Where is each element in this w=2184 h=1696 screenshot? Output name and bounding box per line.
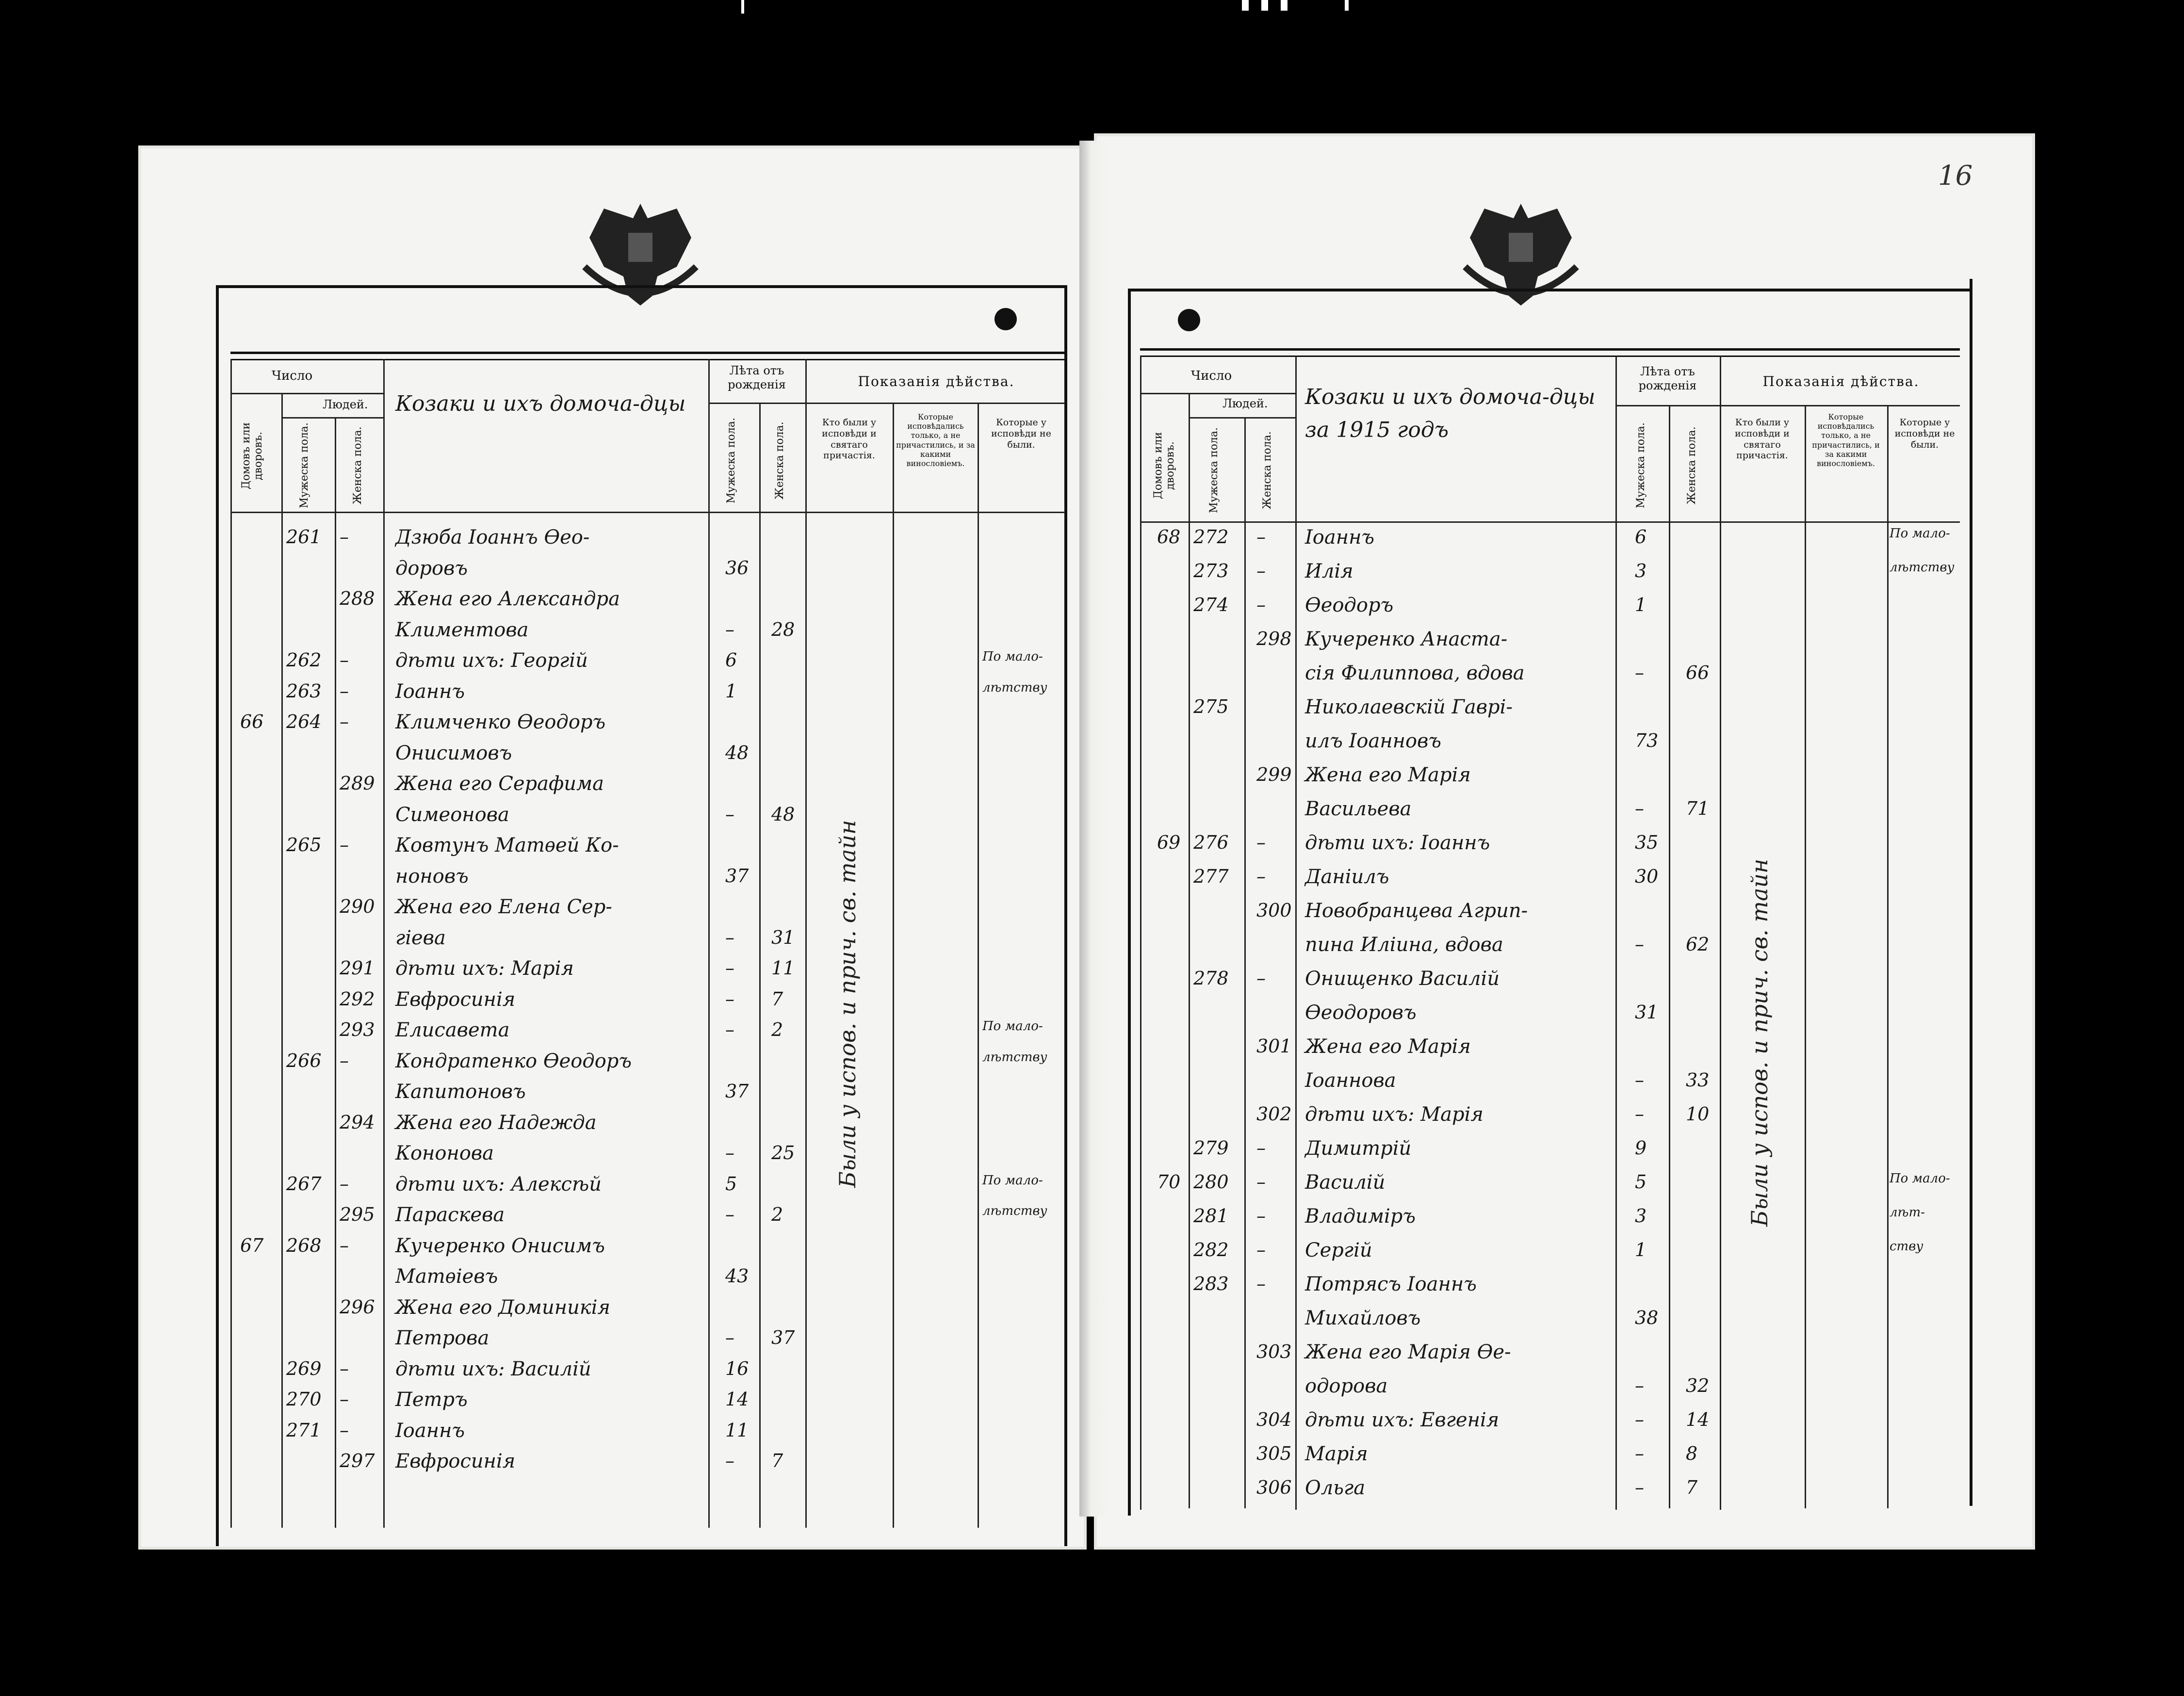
female-number: – xyxy=(1256,594,1266,615)
header-age: Лѣта отъ рожденія xyxy=(1638,365,1697,392)
female-number: – xyxy=(1256,1205,1266,1227)
age-female: 14 xyxy=(1686,1409,1710,1430)
confession-note: Были у испов. и прич. св. тайн xyxy=(834,820,861,1188)
person-name: Матѳіевъ xyxy=(395,1265,498,1288)
age-male: – xyxy=(725,1327,734,1348)
header-testimony-3: Которые у исповѣди не были. xyxy=(1894,417,1955,450)
header-chislo: Число xyxy=(272,369,313,383)
column-rule xyxy=(230,359,232,1528)
age-male: – xyxy=(725,957,734,979)
film-edge-mark xyxy=(1242,0,1249,11)
person-name: Николаевскій Гаврі- xyxy=(1305,696,1513,718)
female-number: – xyxy=(1256,1137,1266,1159)
person-name: Марія xyxy=(1305,1443,1368,1465)
right-border xyxy=(1064,285,1067,1546)
header-rule xyxy=(1615,405,1720,406)
person-name: Василій xyxy=(1305,1171,1385,1194)
person-name: Іоаннъ xyxy=(395,680,465,703)
female-number: – xyxy=(1256,968,1266,989)
person-name: Параскева xyxy=(395,1204,505,1226)
female-number: – xyxy=(340,649,349,671)
header-testimony-1: Кто были у исповѣди и святаго причастія. xyxy=(822,417,877,461)
person-name: Климентова xyxy=(395,618,529,641)
person-name: Михайловъ xyxy=(1305,1307,1421,1329)
female-number: 304 xyxy=(1256,1409,1292,1430)
column-rule xyxy=(1244,417,1246,1508)
female-number: 289 xyxy=(340,773,375,794)
age-male: 5 xyxy=(725,1173,737,1195)
binding-hole xyxy=(1178,309,1200,331)
column-rule xyxy=(281,393,283,1528)
column-rule xyxy=(1669,405,1670,1508)
age-female: 25 xyxy=(771,1142,795,1163)
male-number: 273 xyxy=(1193,560,1229,581)
right-page xyxy=(1094,133,2035,1550)
female-number: – xyxy=(340,711,349,732)
male-number: 266 xyxy=(286,1050,322,1071)
male-number: 270 xyxy=(286,1389,322,1410)
male-number: 279 xyxy=(1193,1137,1229,1159)
male-number: 280 xyxy=(1193,1171,1229,1193)
person-name: гіева xyxy=(395,926,446,949)
person-name: Жена его Доминикія xyxy=(395,1296,611,1319)
person-name: Жена его Александра xyxy=(395,588,620,610)
female-number: 302 xyxy=(1256,1103,1292,1125)
household-number: 67 xyxy=(240,1234,264,1256)
header-bottom-rule xyxy=(230,512,1065,513)
person-name: Евфросинія xyxy=(395,1450,516,1472)
person-name: илъ Іоанновъ xyxy=(1305,730,1442,752)
male-number: 263 xyxy=(286,680,322,702)
person-name: Петръ xyxy=(395,1389,468,1411)
female-number: 288 xyxy=(340,588,375,609)
age-female: 28 xyxy=(771,618,795,640)
imperial-eagle-emblem xyxy=(1460,194,1581,310)
confession-note: Были у испов. и прич. св. тайн xyxy=(1746,858,1773,1227)
female-number: 303 xyxy=(1256,1341,1292,1362)
female-number: – xyxy=(1256,1171,1266,1193)
person-name: сія Филиппова, вдова xyxy=(1305,662,1525,684)
top-border xyxy=(1128,289,1972,291)
person-name: Кононова xyxy=(395,1142,494,1164)
female-number: 301 xyxy=(1256,1035,1292,1057)
column-rule xyxy=(708,359,710,1528)
person-name: Кучеренко Анаста- xyxy=(1305,628,1508,650)
age-male: – xyxy=(725,1142,734,1163)
female-number: – xyxy=(340,1173,349,1195)
person-name: дѣти ихъ: Іоаннъ xyxy=(1305,832,1490,854)
person-name: Даніилъ xyxy=(1305,866,1389,888)
age-male: 14 xyxy=(725,1389,749,1410)
female-number: 298 xyxy=(1256,628,1292,649)
female-number: 293 xyxy=(340,1019,375,1040)
age-female: 7 xyxy=(771,1450,783,1471)
male-number: 272 xyxy=(1193,526,1229,548)
person-name: Елисавета xyxy=(395,1019,510,1041)
header-households: Домовъ или дворовъ. xyxy=(1152,432,1176,500)
person-name: Дзюба Іоаннъ Ѳео- xyxy=(395,526,590,549)
header-lyudey: Людей. xyxy=(1222,397,1268,410)
testimony-note: По мало- xyxy=(982,1173,1043,1188)
age-male: 35 xyxy=(1635,832,1659,853)
female-number: – xyxy=(1256,1273,1266,1294)
age-male: – xyxy=(1635,1409,1644,1430)
male-number: 275 xyxy=(1193,696,1229,717)
header-testimony-3: Которые у исповѣди не были. xyxy=(991,417,1051,450)
female-number: – xyxy=(340,834,349,856)
column-rule xyxy=(1615,355,1617,1510)
age-male: 43 xyxy=(725,1265,749,1287)
person-name: дѣти ихъ: Евгенія xyxy=(1305,1409,1499,1431)
person-name: Ѳеодоръ xyxy=(1305,594,1394,616)
header-rule xyxy=(708,403,805,404)
person-name: Ковтунъ Матѳей Ко- xyxy=(395,834,619,856)
male-number: 271 xyxy=(286,1419,322,1441)
column-rule xyxy=(759,403,761,1528)
header-testimony-1: Кто были у исповѣди и святаго причастія. xyxy=(1735,417,1790,461)
age-male: 30 xyxy=(1635,866,1659,887)
person-name: Ольга xyxy=(1305,1477,1366,1499)
age-female: 8 xyxy=(1686,1443,1698,1464)
age-male: – xyxy=(725,1019,734,1040)
age-female: 71 xyxy=(1686,798,1710,819)
age-male: – xyxy=(1635,1069,1644,1091)
column-rule xyxy=(978,403,979,1528)
male-number: 269 xyxy=(286,1357,322,1379)
person-name: дѣти ихъ: Алексѣй xyxy=(395,1173,602,1195)
age-female: 37 xyxy=(771,1327,795,1348)
film-edge-mark xyxy=(741,0,744,14)
age-female: 11 xyxy=(771,957,795,979)
column-rule xyxy=(383,359,385,1528)
testimony-note: По мало- xyxy=(982,1019,1043,1034)
female-number: – xyxy=(340,1234,349,1256)
column-rule xyxy=(1805,405,1806,1508)
testimony-note: По мало- xyxy=(1890,1171,1950,1186)
header-lyudey: Людей. xyxy=(323,398,368,411)
male-number: 274 xyxy=(1193,594,1229,615)
age-male: 3 xyxy=(1635,1205,1647,1227)
age-male: 5 xyxy=(1635,1171,1647,1193)
imperial-eagle-emblem xyxy=(580,194,701,310)
female-number: – xyxy=(1256,832,1266,853)
column-rule xyxy=(1189,393,1190,1508)
household-number: 68 xyxy=(1157,526,1181,548)
age-male: 6 xyxy=(725,649,737,671)
age-male: 1 xyxy=(1635,1239,1647,1260)
header-rule xyxy=(805,403,1065,404)
age-male: 73 xyxy=(1635,730,1659,751)
testimony-note: лѣт- xyxy=(1890,1205,1925,1220)
age-male: – xyxy=(725,803,734,825)
female-number: – xyxy=(1256,866,1266,887)
header-age: Лѣта отъ рожденія xyxy=(728,364,786,391)
person-name: Сергій xyxy=(1305,1239,1372,1261)
person-name: дѣти ихъ: Василій xyxy=(395,1357,591,1380)
right-border xyxy=(1970,279,1972,1506)
female-number: 305 xyxy=(1256,1443,1292,1464)
person-name: пина Иліина, вдова xyxy=(1305,934,1503,956)
header-bottom-rule xyxy=(1140,521,1960,523)
age-female: 2 xyxy=(771,1019,783,1040)
female-number: 297 xyxy=(340,1450,375,1471)
person-name: Климченко Ѳеодоръ xyxy=(395,711,606,733)
age-male: – xyxy=(725,988,734,1010)
folio-number: 16 xyxy=(1938,160,1973,192)
female-number: 296 xyxy=(340,1296,375,1318)
person-name: Петрова xyxy=(395,1327,489,1349)
age-female: 62 xyxy=(1686,934,1710,955)
household-number: 70 xyxy=(1157,1171,1181,1193)
female-number: – xyxy=(340,680,349,702)
header-testimony: Показанія дѣйства. xyxy=(858,373,1015,389)
female-number: 290 xyxy=(340,896,375,917)
age-male: – xyxy=(1635,798,1644,819)
book-spine xyxy=(1079,141,1108,1517)
age-male: – xyxy=(725,618,734,640)
person-name: дѣти ихъ: Марія xyxy=(1305,1103,1483,1126)
header-female: Женска пола. xyxy=(1261,431,1273,510)
header-male: Мужеска пола. xyxy=(298,422,310,509)
age-male: 1 xyxy=(1635,594,1647,615)
film-edge-mark xyxy=(1281,0,1288,11)
female-number: 299 xyxy=(1256,764,1292,785)
female-number: 292 xyxy=(340,988,375,1010)
person-name: одорова xyxy=(1305,1375,1388,1397)
testimony-note: По мало- xyxy=(1890,526,1950,541)
binding-hole xyxy=(994,308,1017,330)
person-name: дѣти ихъ: Марія xyxy=(395,957,574,980)
person-name: Онищенко Василій xyxy=(1305,968,1500,990)
age-male: 31 xyxy=(1635,1001,1659,1023)
person-name: дѣти ихъ: Георгій xyxy=(395,649,588,672)
column-rule xyxy=(1887,405,1889,1508)
person-name: Евфросинія xyxy=(395,988,516,1011)
female-number: 300 xyxy=(1256,900,1292,921)
age-female: 10 xyxy=(1686,1103,1710,1125)
left-border xyxy=(216,285,219,1546)
person-name: Димитрій xyxy=(1305,1137,1412,1160)
age-female: 7 xyxy=(1686,1477,1698,1498)
testimony-note: лѣтству xyxy=(982,680,1047,695)
age-male: 1 xyxy=(725,680,737,702)
male-number: 278 xyxy=(1193,968,1229,989)
female-number: – xyxy=(340,526,349,548)
person-name: Ѳеодоровъ xyxy=(1305,1001,1417,1024)
age-male: 16 xyxy=(725,1357,749,1379)
header-rule xyxy=(1140,355,1960,357)
film-edge-mark xyxy=(1345,0,1349,11)
female-number: – xyxy=(340,1389,349,1410)
left-border xyxy=(1128,289,1131,1516)
header-rule xyxy=(230,359,1065,360)
household-number: 66 xyxy=(240,711,264,732)
person-name: Кучеренко Онисимъ xyxy=(395,1234,605,1257)
person-name: Илія xyxy=(1305,560,1353,582)
header-rule xyxy=(281,417,383,419)
age-male: 3 xyxy=(1635,560,1647,581)
testimony-note: ству xyxy=(1890,1239,1923,1254)
male-number: 282 xyxy=(1193,1239,1229,1260)
person-name: Симеонова xyxy=(395,803,509,826)
age-female: 48 xyxy=(771,803,795,825)
age-female: 33 xyxy=(1686,1069,1710,1091)
header-rule xyxy=(1720,405,1960,406)
person-name: Іоаннъ xyxy=(1305,526,1375,549)
age-male: – xyxy=(725,1450,734,1471)
female-number: – xyxy=(340,1419,349,1441)
age-female: 66 xyxy=(1686,662,1710,683)
header-households: Домовъ или дворовъ. xyxy=(240,422,264,490)
age-male: – xyxy=(1635,1443,1644,1464)
male-number: 262 xyxy=(286,649,322,671)
person-name: Іоаннъ xyxy=(395,1419,465,1442)
age-male: – xyxy=(725,926,734,948)
testimony-note: По мало- xyxy=(982,649,1043,664)
header-male: Мужеска пола. xyxy=(1208,427,1220,514)
column-rule xyxy=(1295,355,1297,1510)
age-male: 37 xyxy=(725,865,749,887)
film-edge-mark xyxy=(1261,0,1268,11)
age-male: 38 xyxy=(1635,1307,1659,1328)
female-number: 295 xyxy=(340,1204,375,1225)
header-testimony: Показанія дѣйства. xyxy=(1762,373,1920,389)
age-male: – xyxy=(1635,1103,1644,1125)
person-name: Кондратенко Ѳеодоръ xyxy=(395,1050,632,1072)
household-number: 69 xyxy=(1157,832,1181,853)
age-male: – xyxy=(1635,1477,1644,1498)
header-testimony-2: Которые исповѣдались только, а не причастились, и за какими винословіемъ. xyxy=(1812,412,1880,468)
female-number: – xyxy=(1256,560,1266,581)
person-name: Васильева xyxy=(1305,798,1412,820)
male-number: 276 xyxy=(1193,832,1229,853)
testimony-note: лѣтству xyxy=(982,1050,1047,1065)
column-rule xyxy=(805,359,807,1528)
person-name: Жена его Марія xyxy=(1305,1035,1471,1058)
header-names-handwritten: Козаки и ихъ домоча-дцы xyxy=(395,391,686,416)
header-rule xyxy=(230,352,1065,354)
person-name: Новобранцева Агрип- xyxy=(1305,900,1528,922)
age-female: 2 xyxy=(771,1204,783,1225)
column-rule xyxy=(1140,355,1141,1510)
age-male: – xyxy=(725,1204,734,1225)
female-number: – xyxy=(1256,1239,1266,1260)
male-number: 281 xyxy=(1193,1205,1229,1227)
header-names-handwritten: Козаки и ихъ домоча-дцы за 1915 годъ xyxy=(1305,385,1596,443)
age-male: 36 xyxy=(725,557,749,579)
age-male: – xyxy=(1635,662,1644,683)
age-male: 6 xyxy=(1635,526,1647,548)
person-name: доровъ xyxy=(395,557,468,580)
female-number: – xyxy=(1256,526,1266,548)
female-number: 306 xyxy=(1256,1477,1292,1498)
age-female: 7 xyxy=(771,988,783,1010)
female-number: 294 xyxy=(340,1111,375,1133)
male-number: 265 xyxy=(286,834,322,856)
male-number: 268 xyxy=(286,1234,322,1256)
female-number: – xyxy=(340,1357,349,1379)
male-number: 277 xyxy=(1193,866,1229,887)
female-number: – xyxy=(340,1050,349,1071)
header-rule xyxy=(1189,417,1295,419)
age-male: 11 xyxy=(725,1419,749,1441)
header-rule xyxy=(230,393,383,394)
person-name: Капитоновъ xyxy=(395,1081,526,1103)
female-number: 291 xyxy=(340,957,375,979)
testimony-note: лѣтству xyxy=(982,1204,1047,1218)
age-female: 32 xyxy=(1686,1375,1710,1396)
male-number: 261 xyxy=(286,526,322,548)
person-name: Іоаннова xyxy=(1305,1069,1396,1092)
person-name: ноновъ xyxy=(395,865,469,888)
person-name: Жена его Серафима xyxy=(395,773,604,795)
testimony-note: лѣтству xyxy=(1890,560,1955,575)
male-number: 264 xyxy=(286,711,322,732)
header-age-male: Мужеска пола. xyxy=(725,418,737,504)
person-name: Жена его Надежда xyxy=(395,1111,597,1134)
male-number: 283 xyxy=(1193,1273,1229,1294)
person-name: Потрясъ Іоаннъ xyxy=(1305,1273,1477,1295)
age-male: – xyxy=(1635,934,1644,955)
header-age-male: Мужеска пола. xyxy=(1635,422,1647,509)
column-rule xyxy=(1720,355,1721,1510)
header-testimony-2: Которые исповѣдались только, а не причастились, и за какими винословіемъ. xyxy=(896,412,975,468)
age-female: 31 xyxy=(771,926,795,948)
person-name: Онисимовъ xyxy=(395,742,512,764)
header-rule xyxy=(1140,393,1295,394)
header-female: Женска пола. xyxy=(352,426,364,505)
male-number: 267 xyxy=(286,1173,322,1195)
age-male: 9 xyxy=(1635,1137,1647,1159)
header-chislo: Число xyxy=(1191,369,1232,383)
header-age-female: Женска пола. xyxy=(774,421,786,500)
age-male: 37 xyxy=(725,1081,749,1102)
person-name: Жена его Марія xyxy=(1305,764,1471,786)
person-name: Жена его Елена Сер- xyxy=(395,896,612,918)
header-age-female: Женска пола. xyxy=(1686,426,1698,505)
person-name: Владиміръ xyxy=(1305,1205,1416,1228)
column-rule xyxy=(335,417,336,1528)
column-rule xyxy=(893,403,894,1528)
person-name: Жена его Марія Ѳе- xyxy=(1305,1341,1511,1363)
header-rule xyxy=(1140,348,1960,351)
age-male: 48 xyxy=(725,742,749,763)
age-male: – xyxy=(1635,1375,1644,1396)
top-border xyxy=(216,285,1067,288)
